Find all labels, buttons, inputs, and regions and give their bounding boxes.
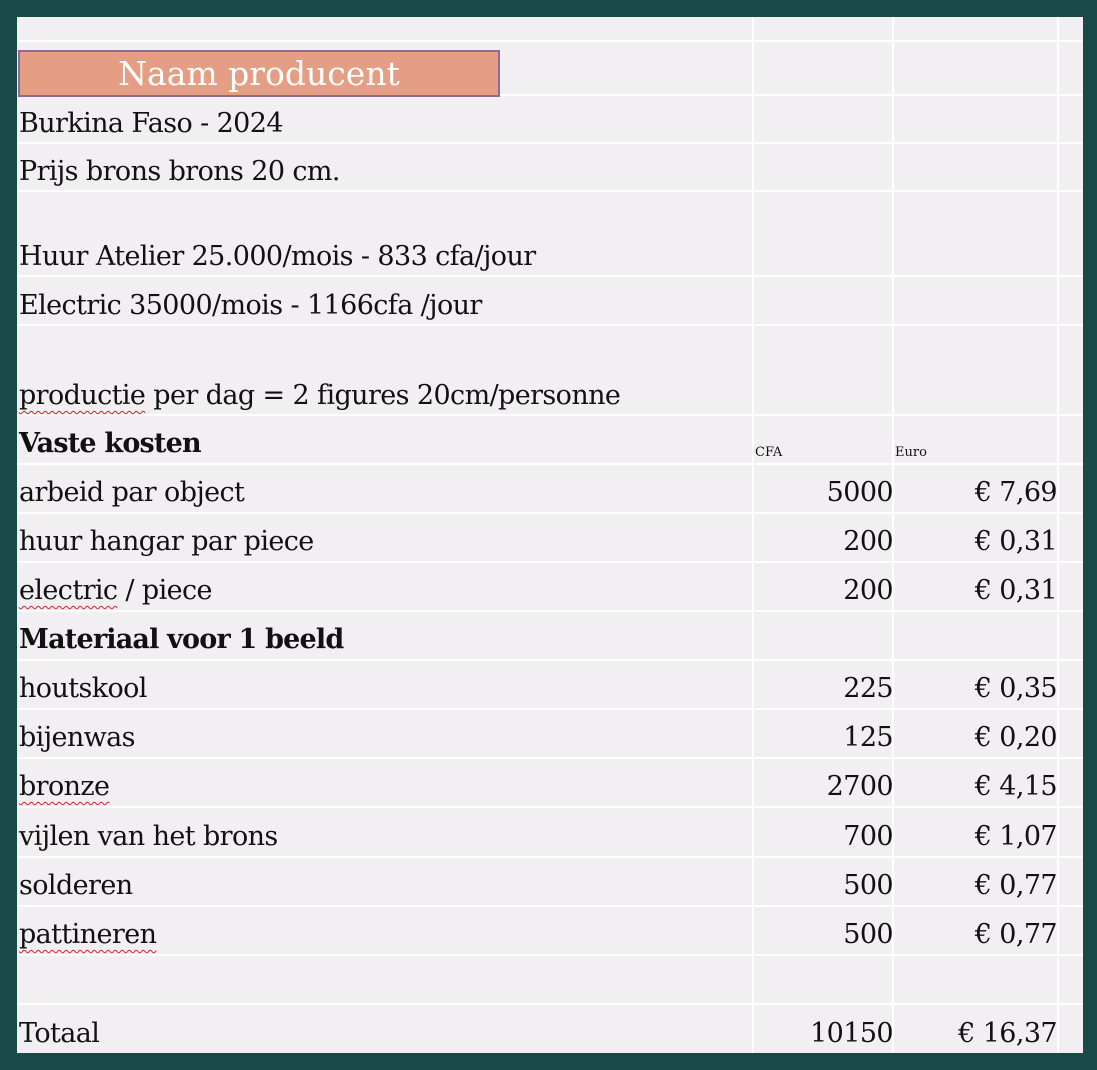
total-euro-value[interactable]: € 16,37 xyxy=(958,1018,1057,1049)
row-label[interactable]: arbeid par object xyxy=(19,477,245,508)
grid-line xyxy=(17,708,1083,710)
electric-line-cell[interactable]: Electric 35000/mois - 1166cfa /jour xyxy=(19,290,482,321)
fixed-costs-heading[interactable]: Vaste kosten xyxy=(19,428,201,459)
row-cfa-value[interactable]: 200 xyxy=(843,575,893,606)
row-label-text: / piece xyxy=(117,575,212,606)
grid-line xyxy=(17,1003,1083,1005)
grid-line xyxy=(17,512,1083,514)
grid-line xyxy=(17,324,1083,326)
grid-line xyxy=(17,757,1083,759)
row-euro-value[interactable]: € 0,20 xyxy=(974,722,1057,753)
grid-line xyxy=(17,561,1083,563)
grid-line xyxy=(17,275,1083,277)
rent-line-cell[interactable]: Huur Atelier 25.000/mois - 833 cfa/jour xyxy=(19,241,536,272)
row-cfa-value[interactable]: 700 xyxy=(843,821,893,852)
spellcheck-word: pattineren xyxy=(19,919,157,950)
spreadsheet-sheet xyxy=(17,17,1083,1053)
row-euro-value[interactable]: € 0,31 xyxy=(974,526,1057,557)
row-label[interactable]: vijlen van het brons xyxy=(19,821,278,852)
row-label[interactable]: bijenwas xyxy=(19,722,135,753)
euro-column-header[interactable]: Euro xyxy=(895,445,927,460)
grid-line xyxy=(17,856,1083,858)
producer-name-cell[interactable]: Naam producent xyxy=(18,50,500,97)
row-cfa-value[interactable]: 2700 xyxy=(826,771,893,802)
row-euro-value[interactable]: € 0,77 xyxy=(974,870,1057,901)
grid-line xyxy=(17,610,1083,612)
row-cfa-value[interactable]: 125 xyxy=(843,722,893,753)
grid-line xyxy=(17,954,1083,956)
grid-line xyxy=(17,142,1083,144)
row-cfa-value[interactable]: 5000 xyxy=(826,477,893,508)
cfa-column-header[interactable]: CFA xyxy=(755,445,783,460)
grid-column-line xyxy=(1057,17,1059,1053)
price-line-cell[interactable]: Prijs brons brons 20 cm. xyxy=(19,156,340,187)
country-year-cell[interactable]: Burkina Faso - 2024 xyxy=(19,108,283,139)
production-line-text: per dag = 2 figures 20cm/personne xyxy=(145,380,621,411)
row-label[interactable]: huur hangar par piece xyxy=(19,526,314,557)
row-cfa-value[interactable]: 225 xyxy=(843,673,893,704)
grid-line xyxy=(17,414,1083,416)
grid-line xyxy=(17,905,1083,907)
row-label[interactable]: solderen xyxy=(19,870,133,901)
grid-line xyxy=(17,806,1083,808)
grid-line xyxy=(17,463,1083,465)
row-cfa-value[interactable]: 500 xyxy=(843,919,893,950)
row-euro-value[interactable]: € 1,07 xyxy=(974,821,1057,852)
total-label[interactable]: Totaal xyxy=(19,1018,100,1049)
row-euro-value[interactable]: € 7,69 xyxy=(974,477,1057,508)
row-cfa-value[interactable]: 500 xyxy=(843,870,893,901)
total-cfa-value[interactable]: 10150 xyxy=(810,1018,893,1049)
grid-line xyxy=(17,659,1083,661)
row-euro-value[interactable]: € 0,77 xyxy=(974,919,1057,950)
row-label[interactable] xyxy=(19,919,156,951)
spellcheck-word: bronze xyxy=(19,771,110,802)
row-label[interactable] xyxy=(19,575,212,607)
row-label[interactable]: houtskool xyxy=(19,673,147,704)
grid-line xyxy=(17,190,1083,192)
row-label[interactable] xyxy=(19,771,109,803)
row-cfa-value[interactable]: 200 xyxy=(843,526,893,557)
materials-heading[interactable]: Materiaal voor 1 beeld xyxy=(19,624,344,655)
row-euro-value[interactable]: € 0,31 xyxy=(974,575,1057,606)
row-euro-value[interactable]: € 0,35 xyxy=(974,673,1057,704)
production-line-cell[interactable] xyxy=(19,380,620,412)
spellcheck-word: electric xyxy=(19,575,118,606)
spellcheck-word: productie xyxy=(19,380,146,411)
row-euro-value[interactable]: € 4,15 xyxy=(974,771,1057,802)
grid-line xyxy=(17,40,1083,42)
